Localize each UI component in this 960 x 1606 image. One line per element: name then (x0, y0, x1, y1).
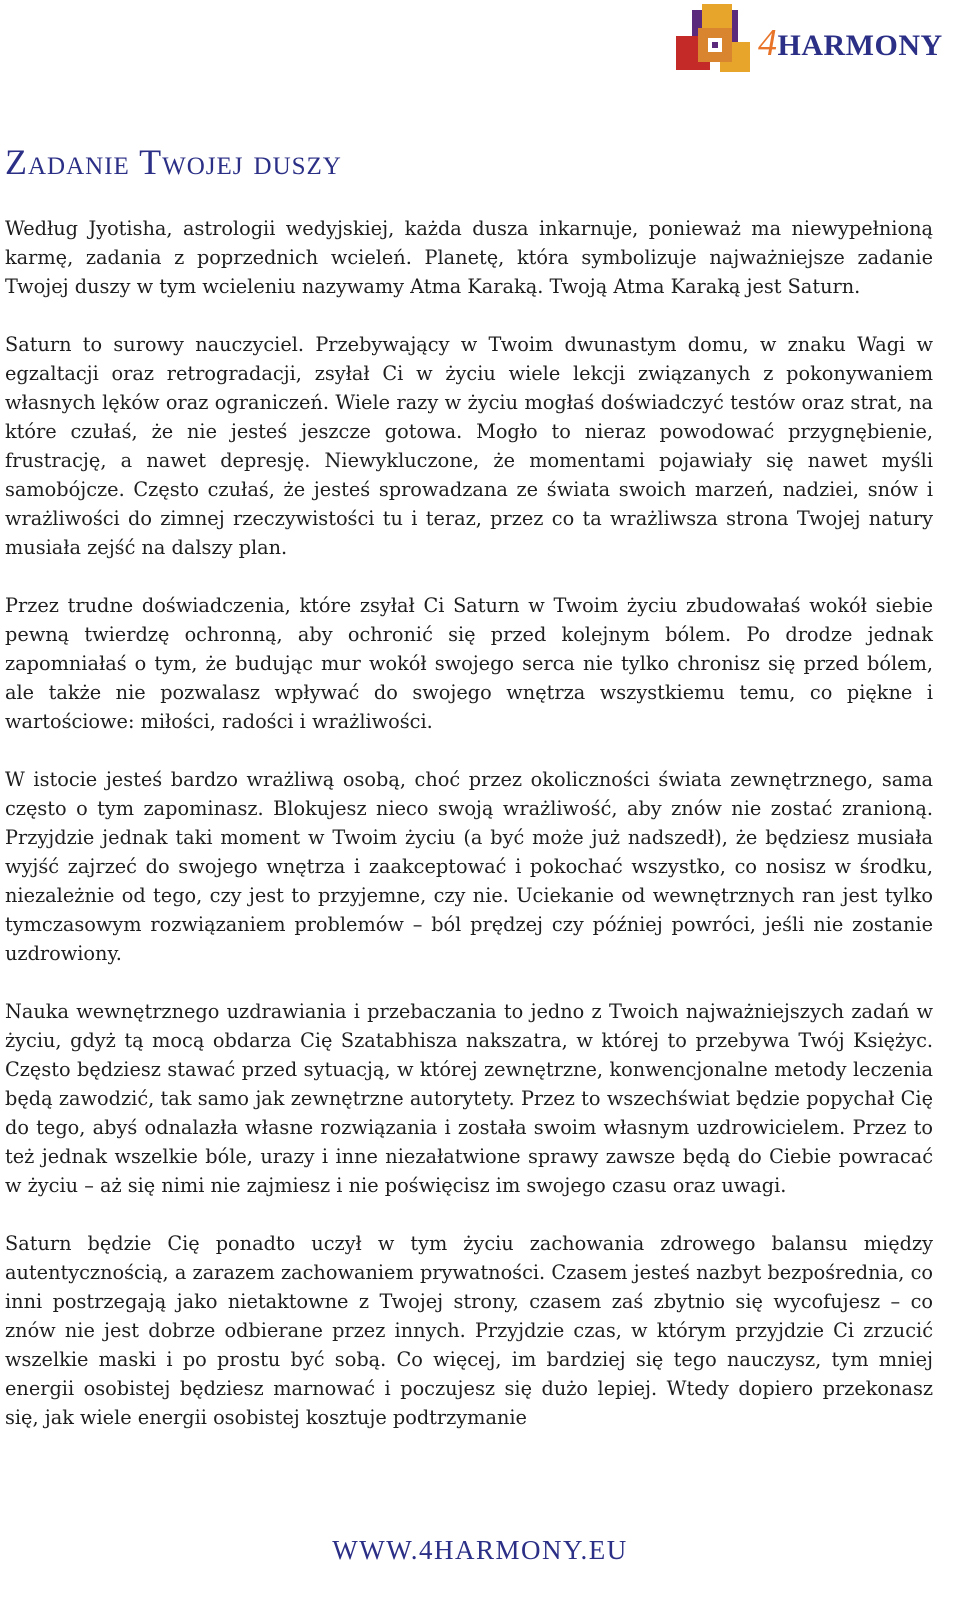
paragraph: Według Jyotisha, astrologii wedyjskiej, każda dusza inkarnuje, ponieważ ma niewypełnioną karmę, zadania z poprzednich wcieleń. Planetę, która symbolizuje najważniejsze zadanie Twojej duszy w tym wcieleniu nazywamy Atma Karaką. Twoją Atma Karaką jest Saturn. (5, 217, 933, 298)
paragraph: Saturn będzie Cię ponadto uczył w tym życiu zachowania zdrowego balansu między autentycznością, a zarazem zachowaniem prywatności. Czasem jesteś nazbyt bezpośrednia, co inni postrzegają jako nietaktowne z Twojej strony, czasem zaś zbytnio się wycofujesz – co znów nie jest dobrze odbierane przez innych. Przyjdzie czas, w którym przyjdzie Ci zrzucić wszelkie maski i po prostu być sobą. Co więcej, im bardziej się tego nauczysz, tym mniej energii osobistej będziesz marnować i poczujesz się dużo lepiej. Wtedy dopiero przekonasz się, jak wiele energii osobistej kosztuje podtrzymanie (5, 1232, 933, 1429)
brand-logo (668, 0, 943, 84)
paragraph: Nauka wewnętrznego uzdrawiania i przebaczania to jedno z Twoich najważniejszych zadań w życiu, gdyż tą mocą obdarza Cię Szatabhisza nakszatra, w której to przebywa Twój Księżyc. Często będziesz stawać przed sytuacją, w której zewnętrzne, konwencjonalne metody leczenia będą zawodzić, tak samo jak zewnętrzne autorytety. Przez to wszechświat będzie popychał Cię do tego, abyś odnalazła własne rozwiązania i została swoim własnym uzdrowicielem. Przez to też jednak wszelkie bóle, urazy i inne niezałatwione sprawy zawsze będą do Ciebie powracać w życiu – aż się nimi nie zajmiesz i nie poświęcisz im swojego czasu oraz uwagi. (5, 1000, 933, 1197)
page-title: Zadanie Twojej duszy (5, 142, 342, 182)
document-body (5, 214, 933, 1461)
paragraph: W istocie jesteś bardzo wrażliwą osobą, choć przez okoliczności świata zewnętrznego, sama często o tym zapominasz. Blokujesz nieco swoją wrażliwość, aby znów nie zostać zranioną. Przyjdzie jednak taki moment w Twoim życiu (a być może już nadszedł), że będziesz musiała wyjść zajrzeć do swojego wnętrza i zaakceptować i pokochać wszystko, co nosisz w środku, niezależnie od tego, czy jest to przyjemne, czy nie. Uciekanie od wewnętrznych ran jest tylko tymczasowym rozwiązaniem problemów – ból prędzej czy później powróci, jeśli nie zostanie uzdrowiony. (5, 768, 933, 965)
paragraph: Saturn to surowy nauczyciel. Przebywający w Twoim dwunastym domu, w znaku Wagi w egzaltacji oraz retrogradacji, zsyłał Ci w życiu wiele lekcji związanych z pokonywaniem własnych lęków oraz ograniczeń. Wiele razy w życiu mogłaś doświadczyć testów oraz strat, na które czułaś, że nie jesteś jeszcze gotowa. Mogło to nieraz powodować przygnębienie, frustrację, a nawet depresję. Niewykluczone, że momentami pojawiały się nawet myśli samobójcze. Często czułaś, że jesteś sprowadzana ze świata swoich marzeń, nadziei, snów i wrażliwości do zimnej rzeczywistości tu i teraz, przez co ta wrażliwsza strona Twojej natury musiała zejść na dalszy plan. (5, 333, 933, 559)
logo-number: 4 (758, 22, 778, 64)
footer-url[interactable]: WWW.4HARMONY.EU (332, 1535, 628, 1565)
logo-mark-icon (672, 2, 758, 84)
paragraph: Przez trudne doświadczenia, które zsyłał Ci Saturn w Twoim życiu zbudowałaś wokół siebie pewną twierdzę ochronną, aby ochronić się przed kolejnym bólem. Po drodze jednak zapomniałaś o tym, że budując mur wokół swojego serca nie tylko chronisz się przed bólem, ale także nie pozwalasz wpływać do swojego wnętrza wszystkiemu temu, co piękne i wartościowe: miłości, radości i wrażliwości. (5, 594, 933, 733)
logo-word: HARMONY (777, 29, 943, 62)
logo-wordmark (758, 22, 943, 64)
